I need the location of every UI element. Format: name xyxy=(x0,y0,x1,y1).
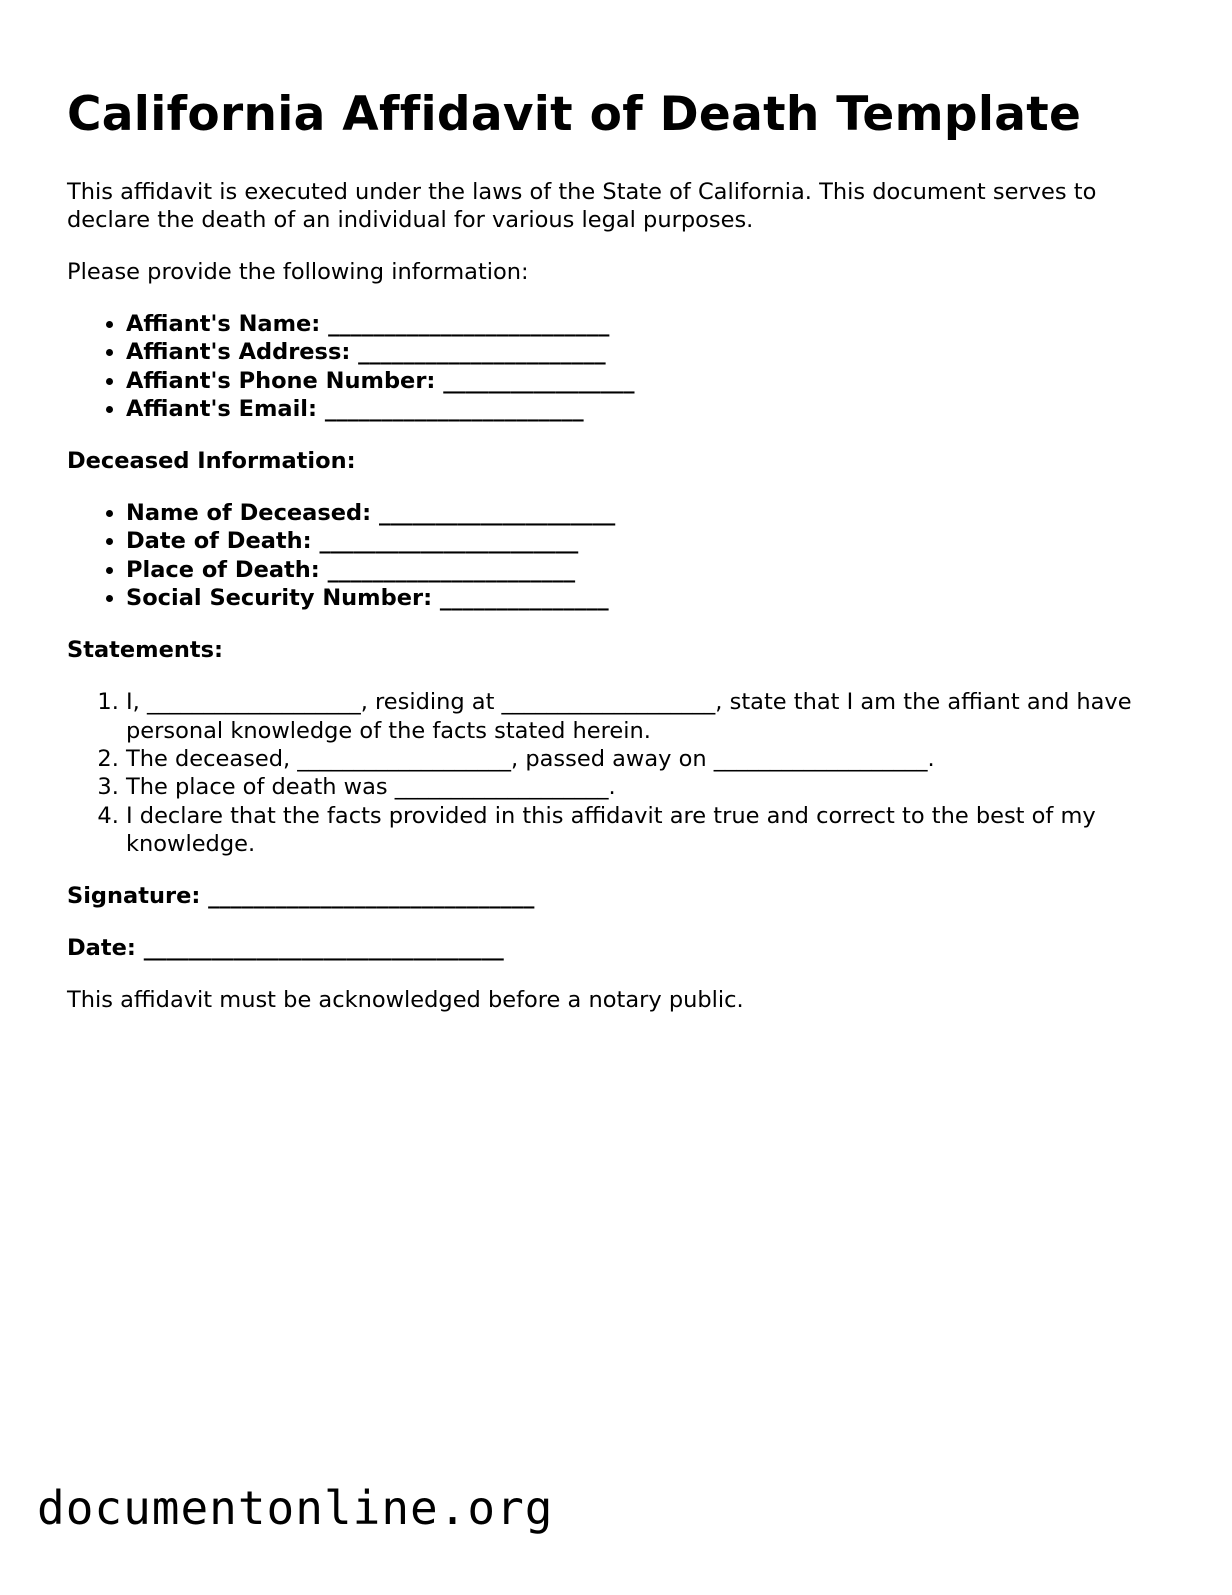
statement-item: 1. I, ___________________, residing at ___________________, state that I am the affiant and have personal knowledge of the facts stated herein. xyxy=(126,688,1177,745)
deceased-name-field: • Name of Deceased: _____________________ xyxy=(126,499,1177,527)
document-page xyxy=(67,80,1177,1038)
statement-item: 3. The place of death was ___________________. xyxy=(126,773,1177,801)
affiant-address-field: • Affiant's Address: ______________________ xyxy=(126,338,1177,366)
watermark: documentonline.org xyxy=(37,1481,554,1535)
date-line: Date: ________________________________ xyxy=(67,935,504,962)
affiant-name-field: • Affiant's Name: _________________________ xyxy=(126,310,1177,338)
notary-note: This affidavit must be acknowledged before a notary public. xyxy=(67,987,744,1014)
statements-heading: Statements: xyxy=(67,637,224,664)
affiant-phone-field: • Affiant's Phone Number: _________________ xyxy=(126,367,1177,395)
ssn-field: • Social Security Number: _______________ xyxy=(126,584,1177,612)
deceased-heading: Deceased Information: xyxy=(67,448,356,475)
intro-paragraph: This affidavit is executed under the laws of the State of California. This document serves to declare the death of an individual for various legal purposes. xyxy=(67,179,1097,233)
signature-line: Signature: _____________________________ xyxy=(67,883,535,910)
info-prompt: Please provide the following information: xyxy=(67,259,529,285)
deceased-fields-list xyxy=(67,499,1177,612)
affiant-fields-list xyxy=(67,310,1177,423)
document-title: California Affidavit of Death Template xyxy=(67,87,1082,142)
statement-item: 2. The deceased, ___________________, passed away on ___________________. xyxy=(126,745,1177,773)
date-of-death-field: • Date of Death: _______________________ xyxy=(126,527,1177,555)
statement-item: 4. I declare that the facts provided in this affidavit are true and correct to the best of my knowledge. xyxy=(126,802,1177,859)
place-of-death-field: • Place of Death: ______________________ xyxy=(126,556,1177,584)
affiant-email-field: • Affiant's Email: _______________________ xyxy=(126,395,1177,423)
statements-list xyxy=(67,688,1177,858)
